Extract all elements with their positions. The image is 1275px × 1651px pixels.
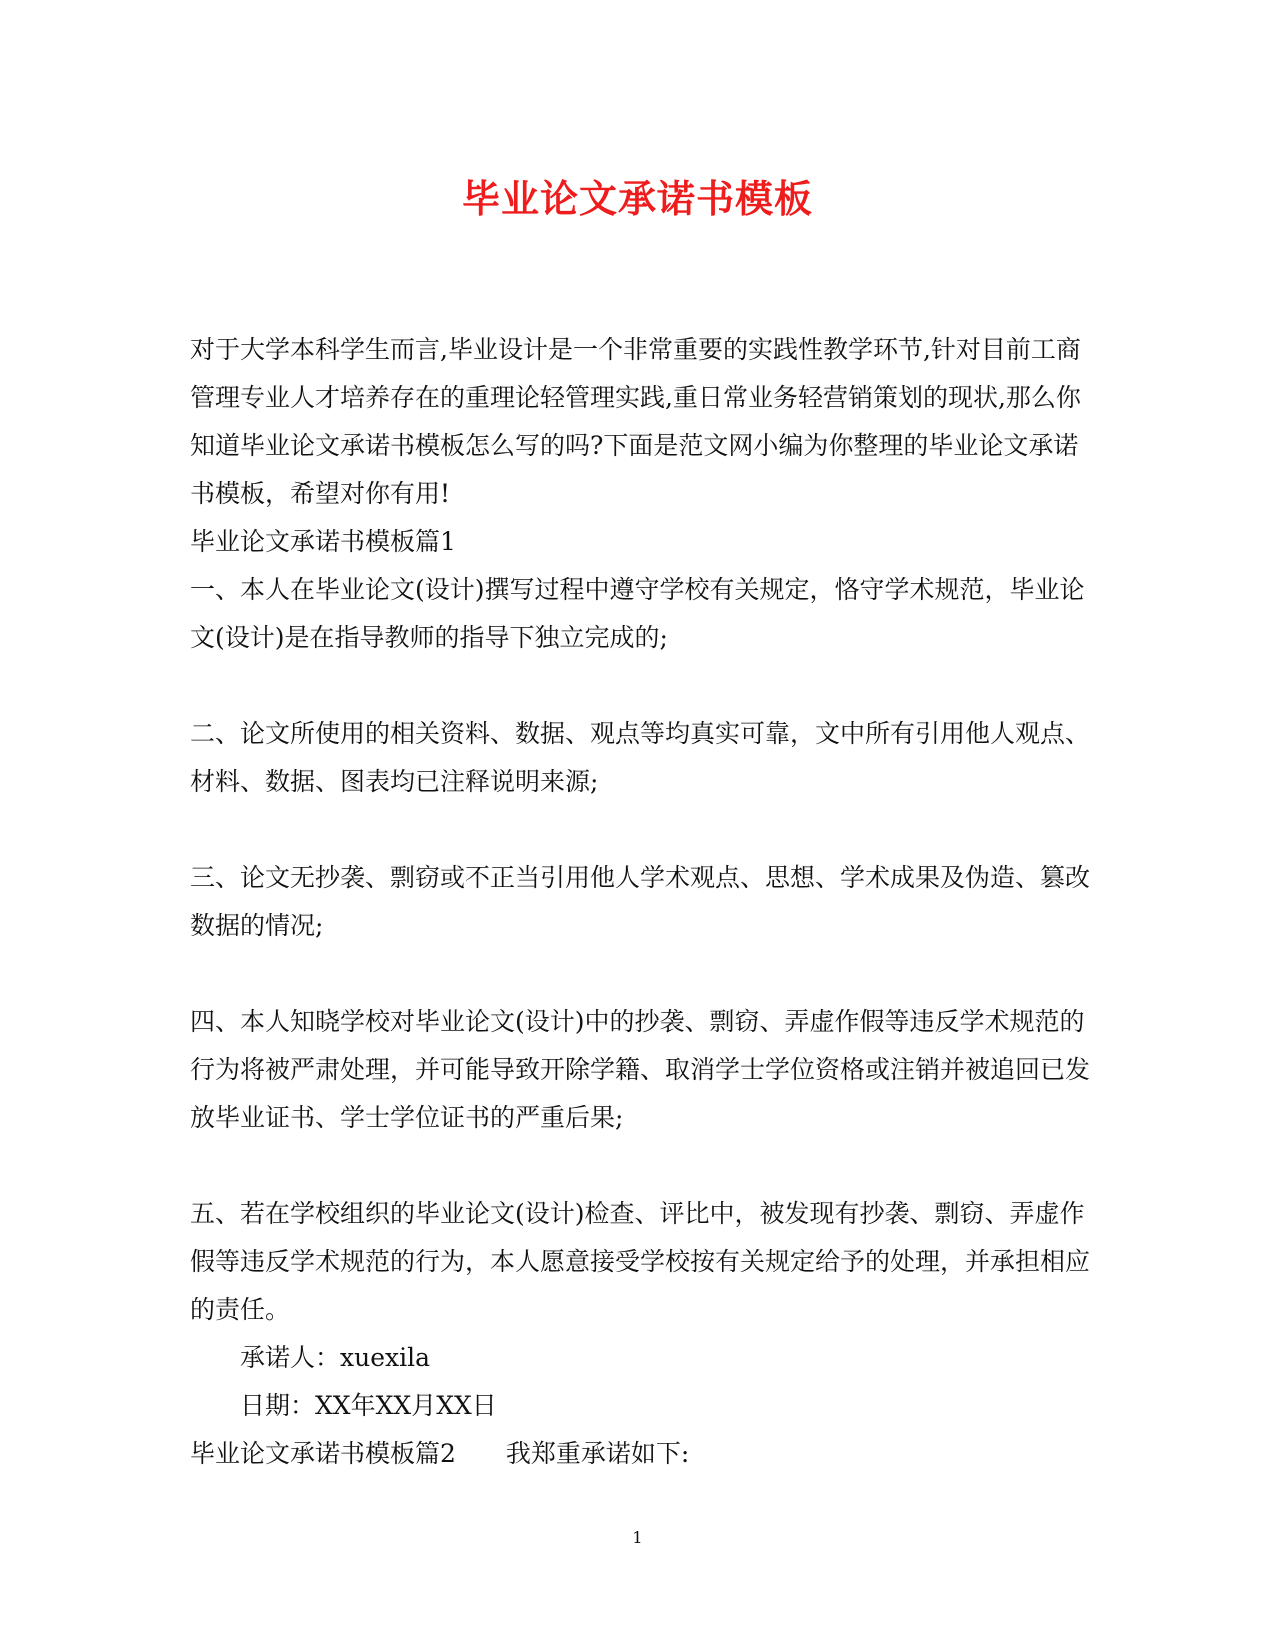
commitment-item-4: 四、本人知晓学校对毕业论文(设计)中的抄袭、剽窃、弄虚作假等违反学术规范的行为将被严肃处理，并可能导致开除学籍、取消学士学位资格或注销并被追回已发放毕业证书、学士学位证书的严重后果; — [190, 1007, 1091, 1132]
paragraph-gap — [190, 950, 1090, 998]
section1-heading: 毕业论文承诺书模板篇1 — [190, 527, 456, 556]
commitment-item-3: 三、论文无抄袭、剽窃或不正当引用他人学术观点、思想、学术成果及伪造、篡改数据的情况; — [190, 863, 1091, 940]
commitment-item-5: 五、若在学校组织的毕业论文(设计)检查、评比中，被发现有抄袭、剽窃、弄虚作假等违反学术规范的行为，本人愿意接受学校按有关规定给予的处理，并承担相应的责任。 — [190, 1199, 1091, 1324]
intro-paragraph: 对于大学本科学生而言,毕业设计是一个非常重要的实践性教学环节,针对目前工商管理专业人才培养存在的重理论轻管理实践,重日常业务轻营销策划的现状,那么你知道毕业论文承诺书模板怎么写的吗?下面是范文网小编为你整理的毕业论文承诺书模板，希望对你有用! — [190, 335, 1081, 508]
signer-line: 承诺人：xuexila — [240, 1343, 430, 1372]
paragraph-gap — [190, 662, 1090, 710]
section2-lead: 我郑重承诺如下: — [505, 1439, 690, 1468]
paragraph-gap — [190, 806, 1090, 854]
section2-heading: 毕业论文承诺书模板篇2 — [190, 1439, 456, 1468]
document-title: 毕业论文承诺书模板 — [461, 177, 813, 221]
page-number: 1 — [632, 1528, 643, 1547]
commitment-item-1: 一、本人在毕业论文(设计)撰写过程中遵守学校有关规定，恪守学术规范，毕业论文(设计)是在指导教师的指导下独立完成的; — [190, 575, 1085, 652]
date-line: 日期：XX年XX月XX日 — [240, 1391, 497, 1420]
paragraph-gap — [190, 1142, 1090, 1190]
section2-line — [190, 1430, 1090, 1478]
document-body — [190, 326, 1090, 1478]
commitment-item-2: 二、论文所使用的相关资料、数据、观点等均真实可靠，文中所有引用他人观点、材料、数据、图表均已注释说明来源; — [190, 719, 1091, 796]
